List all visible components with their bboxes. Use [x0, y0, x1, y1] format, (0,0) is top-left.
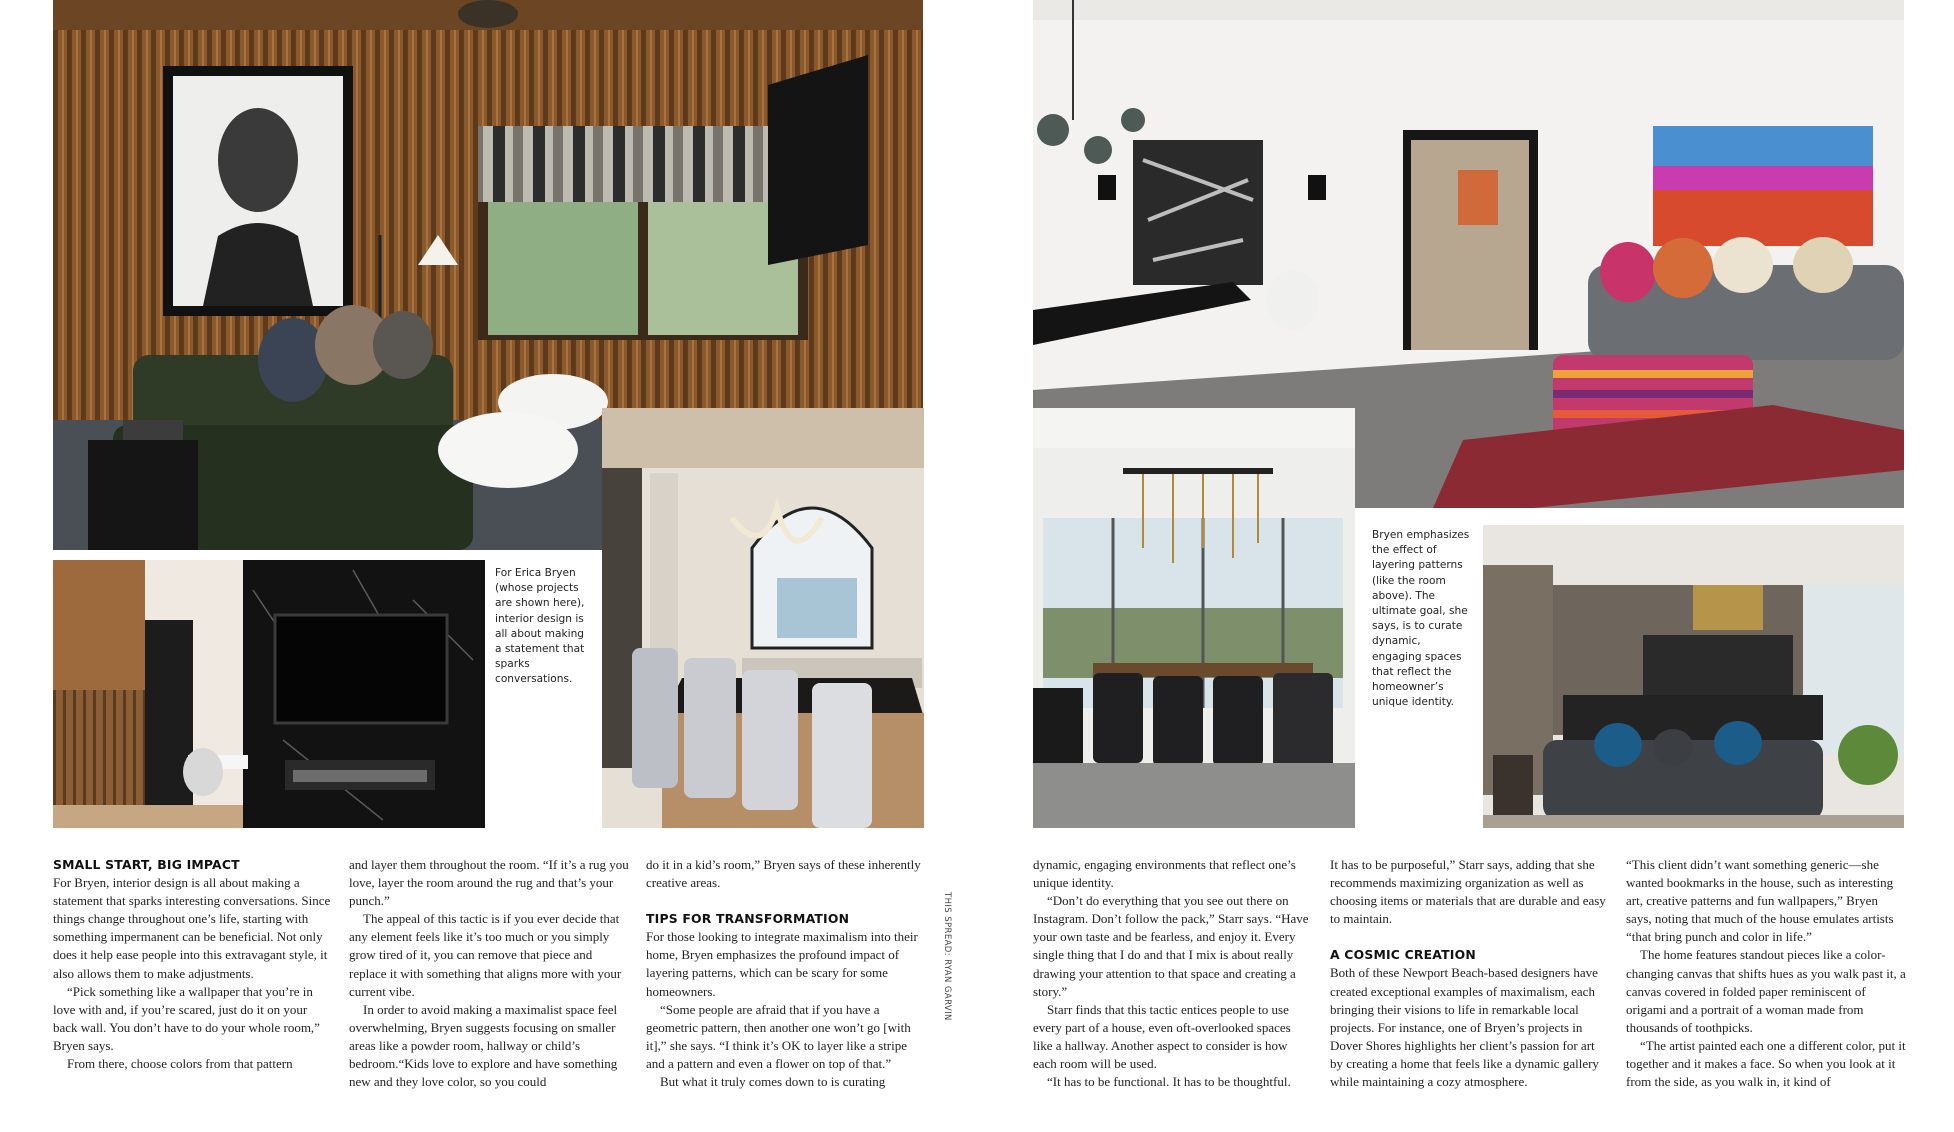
paragraph: From there, choose colors from that pattern [67, 1056, 293, 1072]
article-column-5 [1330, 856, 1610, 1091]
fireplace-photo [53, 560, 485, 828]
left-photo-caption: For Erica Bryen (whose projects are shown here), interior design is all about making a statement that sparks conversations. [495, 567, 585, 686]
paragraph: “Don’t do everything that you see out there on Instagram. Don’t follow the pack,” Starr says. “Have your own taste and be fearless, and enjoy it. Every single thing that I do and that I mix is about really drawing your attention to that space and creating a story.” [1033, 893, 1309, 999]
article-column-2 [349, 856, 629, 1091]
kitchen-living-photo [1483, 525, 1904, 828]
paragraph: For Bryen, interior design is all about making a statement that sparks interesting conversations. Since things change throughout one’s life, starting with something impermanent can be beneficial. Not only does it help ease people into this extravagant style, it also allows them to make adjustments. [53, 875, 331, 981]
section-heading: A COSMIC CREATION [1330, 947, 1476, 963]
paragraph: do it in a kid’s room,” Bryen says of these inherently creative areas. [646, 857, 921, 891]
right-photo-caption: Bryen emphasizes the effect of layering patterns (like the room above). The ultimate goal, she says, is to curate dynamic, engaging spaces that reflect the homeowner’s unique identity. [1372, 529, 1470, 709]
paragraph: and layer them throughout the room. “If it’s a rug you love, layer the room around the rug and that’s your punch.” [349, 857, 629, 909]
article-column-6 [1626, 856, 1906, 1091]
paragraph: It has to be purposeful,” Starr says, adding that she recommends maximizing organization as well as choosing items or materials that are durable and easy to maintain. [1330, 857, 1606, 927]
paragraph: For those looking to integrate maximalism into their home, Bryen emphasizes the profound impact of layering patterns, which can be scary for some homeowners. [646, 929, 918, 999]
dining-room-photo [602, 408, 924, 828]
photo-credit: THIS SPREAD: RYAN GARVIN [942, 892, 952, 1021]
section-heading: TIPS FOR TRANSFORMATION [646, 911, 850, 927]
section-heading: SMALL START, BIG IMPACT [53, 857, 240, 872]
paragraph: “Some people are afraid that if you have a geometric pattern, then another one won’t go [with it],” she says. “I think it’s OK to layer like a stripe and a pattern and even a flower on top of that.” [646, 1001, 911, 1071]
glass-dining-photo [1033, 408, 1355, 828]
paragraph: “Pick something like a wallpaper that you’re in love with and, if you’re scared, just do it on your back wall. You don’t have to do your whole room,” Bryen says. [53, 983, 320, 1053]
article-column-4 [1033, 856, 1313, 1091]
paragraph: “It has to be functional. It has to be thoughtful. [1047, 1074, 1291, 1090]
paragraph: But what it truly comes down to is curating [660, 1074, 886, 1090]
paragraph: Both of these Newport Beach-based designers have created exceptional examples of maximalism, each bringing their visions to life in remarkable local projects. For instance, one of Bryen’s projects in Dover Shores highlights her client’s passion for art by creating a home that feels like a dynamic gallery while maintaining a cozy atmosphere. [1330, 965, 1599, 1090]
paragraph: Starr finds that this tactic entices people to use every part of a house, even oft-overlooked spaces like a hallway. Another aspect to consider is how each room will be used. [1033, 1001, 1291, 1072]
paragraph: dynamic, engaging environments that reflect one’s unique identity. [1033, 857, 1296, 891]
paragraph: In order to avoid making a maximalist space feel overwhelming, Bryen suggests focusing on smaller areas like a powder room, hallway or child’s bedroom.“Kids love to explore and have something new and they love color, so you could [349, 1001, 618, 1090]
paragraph: The appeal of this tactic is if you ever decide that any element feels like it’s too much or you simply grow tired of it, you can remove that piece and replace it with something that aligns more with your current vibe. [349, 911, 622, 999]
article-column-1 [53, 856, 333, 1073]
paragraph: “This client didn’t want something generic—she wanted bookmarks in the house, such as interesting art, creative patterns and fun wallpapers,” Bryen says, noting that much of the house emulates artists “that bring punch and color in life.” [1626, 857, 1894, 945]
article-column-3 [646, 856, 926, 1091]
paragraph: “The artist painted each one a different color, put it together and it makes a face. So when you look at it from the side, as you walk in, it kind of [1626, 1037, 1906, 1090]
paragraph: The home features standout pieces like a color-changing canvas that shifts hues as you walk past it, a canvas covered in folded paper reminiscent of origami and a portrait of a woman made from thousands of toothpicks. [1626, 947, 1906, 1035]
